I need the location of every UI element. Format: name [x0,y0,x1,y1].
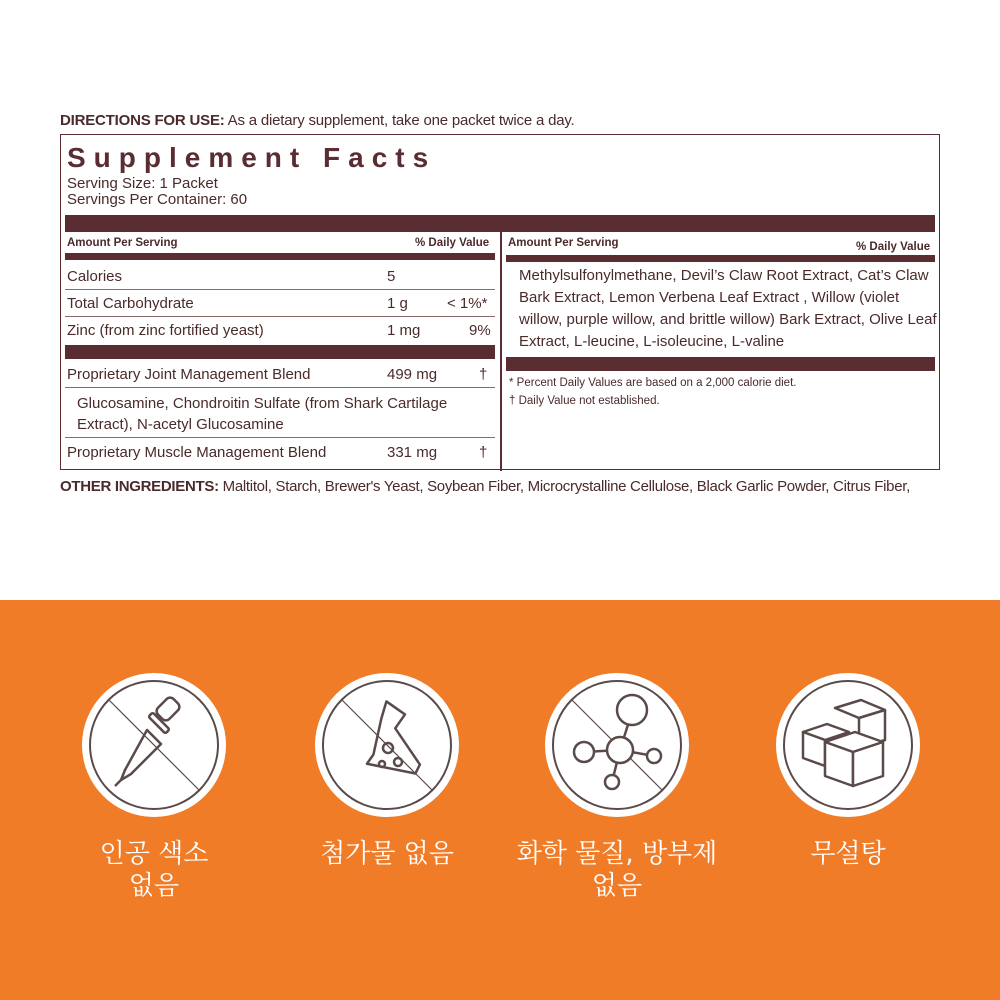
blend2-dv: † [479,444,488,461]
badge-label-no-additives: 첨가물 없음 [320,839,454,869]
right-header-rule [506,255,935,262]
directions-text: As a dietary supplement, take one packet twice a day. [224,112,575,129]
blend1-amount: 499 mg [387,366,438,383]
row-rule [65,437,495,438]
row-zinc-name: Zinc (from zinc fortified yeast) [67,322,264,339]
row-rule [65,387,495,388]
blend1-dv: † [479,366,488,383]
other-ingredients-text: Maltitol, Starch, Brewer's Yeast, Soybean Fiber, Microcrystalline Cellulose, Black Garlic Powder, Citrus Fiber, [218,478,910,495]
blend1-contents: Glucosamine, Chondroitin Sulfate (from Shark Cartilage Extract), N-acetyl Glucosamine [77,395,448,433]
sugar-cube-icon [773,670,923,820]
other-ingredients-label: OTHER INGREDIENTS: [60,478,219,495]
serving-info [67,176,247,208]
row-calories-name: Calories [67,268,123,285]
sugar-free-badge [773,670,923,820]
left-blend-divider [65,345,495,359]
badge-label-no-artificial-color: 인공 색소 없음 [99,839,209,901]
directions-for-use [60,112,575,129]
right-dv-header: % Daily Value [856,241,931,253]
row-zinc-amount: 1 mg [387,322,421,339]
row-rule [65,289,495,290]
blend2-contents: Methylsulfonylmethane, Devil’s Claw Root Extract, Cat’s Claw Bark Extract, Lemon Verbena Leaf Extract , Willow (violet willow, purple willow, and brittle willow) Bark Extract, Olive Leaf Extract, L-leucine, L-isoleucine, L-valine [519,267,937,350]
left-dv-header: % Daily Value [415,237,490,249]
row-calories-amount: 5 [387,268,396,285]
serving-size: Serving Size: 1 Packet [67,175,218,192]
servings-per-container: Servings Per Container: 60 [67,191,248,208]
no-artificial-color-badge [79,670,229,820]
right-amount-header: Amount Per Serving [508,237,619,249]
no-additives-badge [312,670,462,820]
blend1-name: Proprietary Joint Management Blend [67,366,311,383]
right-blend-divider [506,357,935,371]
dropper-icon [79,670,229,820]
row-carb-dv: < 1%* [447,295,488,312]
blend2-amount: 331 mg [387,444,438,461]
left-header-rule [65,253,495,260]
supplement-facts-panel [60,134,940,470]
footnote-dagger: † Daily Value not established. [509,395,660,407]
no-chemicals-preservatives-badge [542,670,692,820]
row-rule [65,316,495,317]
badge-label-sugar-free: 무설탕 [810,839,886,869]
flask-icon [312,670,462,820]
row-carb-name: Total Carbohydrate [67,295,194,312]
column-divider [500,221,502,471]
blend2-name: Proprietary Muscle Management Blend [67,444,327,461]
left-amount-header: Amount Per Serving [67,237,178,249]
molecule-icon [542,670,692,820]
badge-label-no-chemicals-preservatives: 화학 물질, 방부제 없음 [516,839,718,901]
footnote-percent-dv: * Percent Daily Values are based on a 2,000 calorie diet. [509,377,797,389]
facts-title: Supplement Facts [67,142,437,173]
other-ingredients [60,478,910,495]
row-zinc-dv: 9% [469,322,491,339]
directions-label: DIRECTIONS FOR USE: [60,112,225,129]
row-carb-amount: 1 g [387,295,408,312]
